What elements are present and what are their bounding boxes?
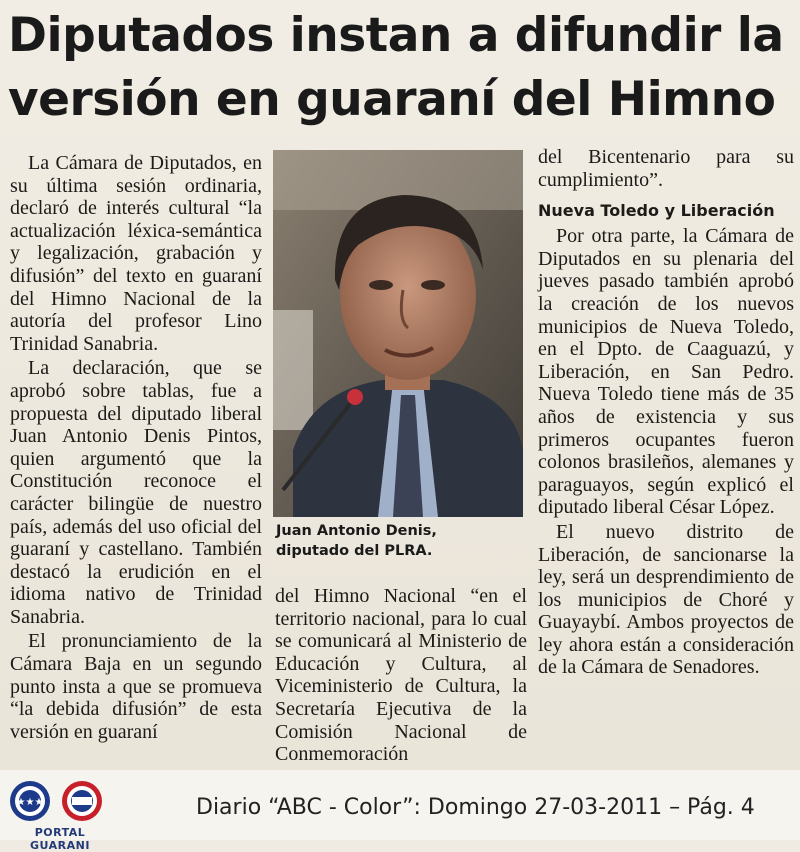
paragraph: La declaración, que se aprobó sobre tablas, fue a propuesta del diputado liberal Juan Antonio Denis Pintos, quien argumentó que la Constitución reconoce el carácter bilingüe de nuestro país, además del uso oficial del guaraní y castellano. También destacó la erudición en el idioma nativo de Trinidad Sanabria. [10, 357, 262, 628]
paragraph: El nuevo distrito de Liberación, de sancionarse la ley, será un desprendimiento de los municipios de Choré y Guayaybí. Ambos proyectos de ley ahora están a consideración de la Cámara de Senadores. [538, 520, 794, 679]
article-column-3 [538, 146, 794, 679]
headline-line-2: versión en guaraní del Himno [8, 72, 776, 127]
source-citation: Diario “ABC - Color”: Domingo 27-03-2011 – Pág. 4 [196, 795, 755, 820]
paragraph: del Himno Nacional “en el territorio nacional, para lo cual se comunicará al Ministerio de Educación y Cultura, al Viceministerio de Cultura, la Secretaría Ejecutiva de la Comisión Nacional de Conmemoración [275, 585, 527, 766]
portrait-photo [273, 150, 523, 517]
paragraph: El pronunciamiento de la Cámara Baja en un segundo punto insta a que se promueva “la debida difusión” de esta versión en guaraní [10, 630, 262, 743]
paragraph: del Bicentenario para su cumplimiento”. [538, 146, 794, 191]
svg-text:★★★: ★★★ [16, 797, 44, 808]
paragraph: Por otra parte, la Cámara de Diputados en su plenaria del jueves pasado también aprobó la creación de los nuevos municipios de Nueva Toledo, en el Dpto. de Caaguazú, y Liberación, en San Pedro. Nueva Toledo tiene más de 35 años de existencia y sus primeros ocupantes fueron colonos brasileños, alemanes y paraguayos, según explicó el diputado liberal César López. [538, 225, 794, 519]
headline [8, 4, 792, 132]
article-column-2 [275, 585, 527, 766]
portrait-illustration [273, 150, 523, 517]
photo-caption [276, 521, 526, 561]
headline-line-1: Diputados instan a difundir la [8, 8, 784, 63]
caption-line-1: Juan Antonio Denis, [276, 523, 437, 539]
article-column-1 [10, 152, 262, 743]
paragraph: La Cámara de Diputados, en su última sesión ordinaria, declaró de interés cultural “la actualización léxica-semántica y legalización, grabación y difusión” del texto en guaraní del Himno Nacional de la autoría del profesor Lino Trinidad Sanabria. [10, 152, 262, 355]
caption-line-2: diputado del PLRA. [276, 543, 433, 559]
logo-label: PORTAL GUARANI [30, 826, 90, 852]
section-subheading: Nueva Toledo y Liberación [538, 201, 775, 221]
